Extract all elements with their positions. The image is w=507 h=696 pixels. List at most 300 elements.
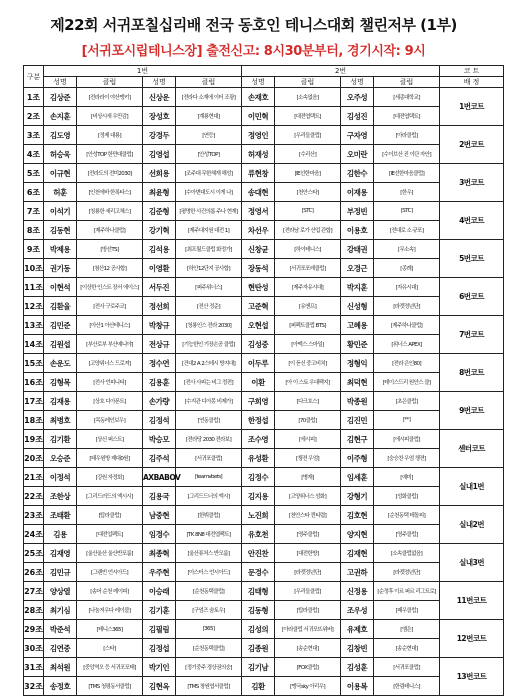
player-club: [최프월드클럽 화정가]	[176, 240, 242, 259]
player-name: 김성진	[341, 107, 374, 126]
player-club: [TMS 청평동서클럽]	[77, 677, 143, 696]
player-club: [수이브산 진 이단 자안]	[374, 145, 440, 164]
court-assignment: 실내2번	[440, 506, 504, 544]
player-name: 우주현	[143, 563, 176, 582]
table-row	[24, 601, 504, 620]
player-name: 정영서	[242, 202, 275, 221]
player-club: [제주자유시대]	[275, 278, 341, 297]
player-name: 이규현	[44, 164, 77, 183]
group-label: 1조	[24, 88, 44, 107]
player-club: [초은클럽]	[374, 392, 440, 411]
player-name: 신정용	[341, 582, 374, 601]
court-assignment: 4번코트	[440, 202, 504, 240]
player-club: [송순현대]	[275, 639, 341, 658]
table-row	[24, 221, 504, 240]
player-name: 최기심	[44, 601, 77, 620]
player-name: 박창규	[143, 316, 176, 335]
player-club: [대전엽택트]	[275, 107, 341, 126]
player-name: 김민준	[44, 316, 77, 335]
group-label: 27조	[24, 582, 44, 601]
player-club: [영주클럽]	[374, 525, 440, 544]
player-name: 오미란	[341, 145, 374, 164]
player-club: [정제 대룡]	[77, 126, 143, 145]
player-name: 이환	[242, 373, 275, 392]
club-header: 클럽	[374, 77, 440, 88]
player-club: [송순현대]	[374, 639, 440, 658]
player-club: [대전업펙트]	[77, 525, 143, 544]
table-row	[24, 240, 504, 259]
player-club: [전라남 로가 산업 관합]	[275, 221, 341, 240]
player-name: 이용복	[341, 677, 374, 696]
player-name: 김정수	[242, 468, 275, 487]
player-club: [태우원방 제대0원]	[77, 449, 143, 468]
table-row	[24, 506, 504, 525]
player-club: [제주대지원 대전 1]	[176, 221, 242, 240]
table-row	[24, 677, 504, 696]
player-name: 박승모	[143, 430, 176, 449]
player-club: [제주하나클럽]	[374, 316, 440, 335]
player-name: 오승준	[44, 449, 77, 468]
player-club: [전라 은인80]	[374, 354, 440, 373]
player-name: 이영환	[143, 259, 176, 278]
player-club: [고양위너스 드로져]	[77, 354, 143, 373]
table-row	[24, 658, 504, 677]
court-assignment: 실내1번	[440, 468, 504, 506]
player-name: 안진찬	[242, 544, 275, 563]
group-label: 26조	[24, 563, 44, 582]
player-name: 강형기	[341, 487, 374, 506]
player-name: 이재용	[341, 183, 374, 202]
player-name: 조한상	[44, 487, 77, 506]
player-name: 신성형	[341, 297, 374, 316]
court-assignment: 2번코트	[440, 126, 504, 164]
player-club: [한뷔클럽]	[176, 506, 242, 525]
player-club: [챙젼 우엄]	[275, 449, 341, 468]
player-club: [안성TOP]	[176, 145, 242, 164]
player-name: 조태환	[44, 506, 77, 525]
player-club: [예미]	[374, 468, 440, 487]
player-club: [정기중주 경상권의숭]	[176, 658, 242, 677]
player-name: 조수영	[242, 430, 275, 449]
name-header: 성명	[242, 77, 275, 88]
player-name: 허훈	[44, 183, 77, 202]
player-name: 김진민	[341, 411, 374, 430]
player-club: [순천동택클럽]	[176, 582, 242, 601]
player-name: 전상규	[143, 335, 176, 354]
player-name: 김창빈	[341, 639, 374, 658]
player-name: 김연중	[44, 639, 77, 658]
player-name: 허재성	[242, 145, 275, 164]
player-club: [세종대학교]	[374, 88, 440, 107]
group-label: 19조	[24, 430, 44, 449]
player-name: 손재호	[242, 88, 275, 107]
player-name: 김도영	[44, 126, 77, 145]
player-club: [teamvbets]	[176, 468, 242, 487]
table-row	[24, 582, 504, 601]
table-row	[24, 278, 504, 297]
group-label: 21조	[24, 468, 44, 487]
player-name: 정형익	[341, 354, 374, 373]
group-label: 28조	[24, 601, 44, 620]
player-club: [수지관 디아몽 비제가]	[176, 392, 242, 411]
player-club: [맹국sky 아리우]	[275, 677, 341, 696]
group-label: 24조	[24, 525, 44, 544]
player-name: 오현섭	[242, 316, 275, 335]
group-label: 11조	[24, 278, 44, 297]
player-club: [라켓정년단]	[275, 563, 341, 582]
player-club: [전대로 소 규포]	[374, 221, 440, 240]
table-row	[24, 411, 504, 430]
player-name: 고권하	[341, 563, 374, 582]
player-name: 최병호	[44, 411, 77, 430]
player-club: [소속없음]	[275, 88, 341, 107]
group-label: 25조	[24, 544, 44, 563]
player-name: 최석원	[44, 658, 77, 677]
court-assignment: 12번코트	[440, 620, 504, 658]
player-name: 장성호	[143, 107, 176, 126]
player-club: [전사 언피니티]	[77, 373, 143, 392]
club-header: 클럽	[176, 77, 242, 88]
player-name: 김한수	[341, 164, 374, 183]
player-club: [고양위너스 성화]	[275, 487, 341, 506]
player-club: [송어 순천 레이피]	[77, 582, 143, 601]
player-name: 최종혁	[143, 544, 176, 563]
player-club: [아스터스 언시아드]	[176, 563, 242, 582]
player-name: 현탄성	[242, 278, 275, 297]
player-club: [그리드드너의 엑시]	[176, 487, 242, 506]
player-club: [전라당 2030 전라보]	[176, 430, 242, 449]
player-name: 이석기	[44, 202, 77, 221]
group-label: 13조	[24, 316, 44, 335]
court-header-top: 코 트	[440, 66, 504, 77]
player-name: 김성의	[242, 620, 275, 639]
table-row	[24, 297, 504, 316]
player-name: 김호현	[341, 506, 374, 525]
table-row	[24, 487, 504, 506]
group-label: 8조	[24, 221, 44, 240]
player-club: [아산1 아산테니스]	[77, 316, 143, 335]
player-name: 손가량	[143, 392, 176, 411]
player-club: [종례]	[374, 259, 440, 278]
team1-header: 1번	[44, 66, 242, 77]
player-name: 김지용	[242, 487, 275, 506]
player-name: 박준석	[44, 620, 77, 639]
player-club: [우리들클럽]	[275, 126, 341, 145]
player-club: [방선TS]	[77, 240, 143, 259]
player-name: 고혜용	[341, 316, 374, 335]
player-name: 김기남	[242, 658, 275, 677]
player-club: [그리드러드의 엑시시]	[77, 487, 143, 506]
player-name: 김형목	[44, 373, 77, 392]
player-club: [대전한방]	[275, 544, 341, 563]
group-label: 7조	[24, 202, 44, 221]
group-label: 3조	[24, 126, 44, 145]
player-club: [70클럽]	[275, 411, 341, 430]
player-club: [아라클럽 서귀포뜨위버]	[275, 620, 341, 639]
player-name: 박지훈	[341, 278, 374, 297]
name-header: 성명	[44, 77, 77, 88]
player-club: [다크호스]	[275, 392, 341, 411]
group-label: 22조	[24, 487, 44, 506]
player-club: [청룡한 세리고체스]	[77, 202, 143, 221]
player-name: 김종원	[242, 639, 275, 658]
player-club: [순정후 이르 퍼르 리그트로]	[374, 582, 440, 601]
player-club: [목동레인보우]	[77, 411, 143, 430]
player-name: 김성중	[242, 335, 275, 354]
group-label: 4조	[24, 145, 44, 164]
player-name: 이정석	[44, 468, 77, 487]
court-assignment: 11번코트	[440, 582, 504, 620]
player-name: 허승욱	[44, 145, 77, 164]
player-name: 강기혁	[143, 221, 176, 240]
court-assignment: 7번코트	[440, 316, 504, 354]
player-club: [강원 자정회]	[77, 468, 143, 487]
group-label: 5조	[24, 164, 44, 183]
player-club: [한림테니스]	[374, 677, 440, 696]
player-name: 이두루	[242, 354, 275, 373]
group-label: 2조	[24, 107, 44, 126]
player-club: [우리들클럽]	[275, 582, 341, 601]
table-row	[24, 164, 504, 183]
table-row	[24, 259, 504, 278]
player-name: 김기훈	[143, 601, 176, 620]
table-row	[24, 525, 504, 544]
player-name: 김용훈	[143, 373, 176, 392]
player-name: 임세훈	[341, 468, 374, 487]
player-club: [퍼펙트클럽 BTS]	[275, 316, 341, 335]
player-name: 강태권	[341, 240, 374, 259]
player-club: [영주클럽]	[275, 525, 341, 544]
player-name: 한정섭	[242, 411, 275, 430]
player-name: 오주성	[341, 88, 374, 107]
player-club: [천안스타]	[275, 183, 341, 202]
player-club: [테니스365]	[77, 620, 143, 639]
player-name: 이주형	[341, 449, 374, 468]
player-name: 이승래	[143, 582, 176, 601]
group-label: 15조	[24, 354, 44, 373]
name-header: 성명	[143, 77, 176, 88]
player-club: [구엄즈 숨토우]	[176, 601, 242, 620]
player-name: 고준혁	[242, 297, 275, 316]
player-name: 서두진	[143, 278, 176, 297]
player-club: [청룡인스 전라 2030]	[176, 316, 242, 335]
player-club: [성화클럽]	[374, 487, 440, 506]
player-club: [부산로부 부산예니야]	[77, 335, 143, 354]
group-label: 20조	[24, 449, 44, 468]
player-name: 김현구	[341, 430, 374, 449]
player-name: 박기인	[143, 658, 176, 677]
group-header: 구분	[24, 66, 44, 88]
player-name: 정영인	[242, 126, 275, 145]
player-name: 이용호	[341, 221, 374, 240]
player-name: 김정섭	[143, 639, 176, 658]
player-name: 김환율	[44, 297, 77, 316]
player-club: [라켓정년단]	[374, 563, 440, 582]
page-title: 제22회 서귀포칠십리배 전국 동호인 테니스대회 챌린저부 (1부)	[50, 16, 457, 34]
player-name: 김필림	[143, 620, 176, 639]
player-club: [병재]	[275, 468, 341, 487]
table-row	[24, 544, 504, 563]
player-club: [순천동택클럽]	[176, 639, 242, 658]
table-row	[24, 468, 504, 487]
player-club: [전라다 소재에 이터 조광]	[176, 88, 242, 107]
player-name: 김동현	[44, 221, 77, 240]
player-name: 김기환	[44, 430, 77, 449]
player-club: [패우클럽]	[374, 601, 440, 620]
player-club: [이 듣신 중고비치]	[275, 354, 341, 373]
player-name: 박종원	[341, 392, 374, 411]
team2-header: 2번	[242, 66, 440, 77]
page-subtitle: [서귀포시립테니스장] 출전신고: 8시30분부터, 경기시작: 9시	[81, 44, 426, 59]
player-club: [안성TOP 한만대클럽]	[77, 145, 143, 164]
table-row	[24, 354, 504, 373]
player-club: [서귀포클럽]	[176, 449, 242, 468]
group-label: 9조	[24, 240, 44, 259]
table-row	[24, 639, 504, 658]
player-club: [한우]	[374, 183, 440, 202]
player-club: [상호 디아폰트]	[77, 392, 143, 411]
court-assignment: 9번코트	[440, 392, 504, 430]
player-club: [탑라클럽]	[77, 506, 143, 525]
player-name: 김준형	[143, 202, 176, 221]
player-club: [TMS 창원엽서클럽]	[176, 677, 242, 696]
player-club: [비상시새 우만감]	[77, 107, 143, 126]
player-name: 김용	[44, 525, 77, 544]
player-name: 정수연	[143, 354, 176, 373]
player-club: [스타]	[77, 639, 143, 658]
player-name: 이현석	[44, 278, 77, 297]
player-name: 구희영	[242, 392, 275, 411]
player-club: [엠은]	[374, 620, 440, 639]
table-row	[24, 449, 504, 468]
player-club: [퍼주위너스]	[176, 278, 242, 297]
player-name: 김태형	[242, 582, 275, 601]
group-label: 23조	[24, 506, 44, 525]
player-club: [전라도의 전미2030]	[77, 164, 143, 183]
player-name: 부정빈	[341, 202, 374, 221]
court-assignment: 6번코트	[440, 278, 504, 316]
player-name: 정선희	[143, 297, 176, 316]
player-name: 김재용	[44, 392, 77, 411]
player-name: 양상열	[44, 582, 77, 601]
player-club: [첨산12 공사합]	[77, 259, 143, 278]
bracket-body	[24, 88, 504, 696]
group-label: 6조	[24, 183, 44, 202]
player-club: [365]	[176, 620, 242, 639]
player-name: 신상운	[143, 88, 176, 107]
player-name: 김민규	[44, 563, 77, 582]
player-name: 손지훈	[44, 107, 77, 126]
player-name: 남중현	[143, 506, 176, 525]
player-name: 유제호	[341, 620, 374, 639]
player-club: [STC]	[275, 202, 341, 221]
club-header: 클럽	[275, 77, 341, 88]
court-assignment: 1번코트	[440, 88, 504, 126]
player-club: [하이테니스]	[275, 240, 341, 259]
player-club: [에시피]	[275, 430, 341, 449]
group-label: 31조	[24, 658, 44, 677]
group-label: 10조	[24, 259, 44, 278]
player-name: 김재영	[44, 544, 77, 563]
player-name: 김정석	[143, 411, 176, 430]
player-name: AXBABOV	[143, 468, 176, 487]
player-club: [순천동택 테돌피]	[374, 506, 440, 525]
player-club: [아 이 스토 우대팩지]	[275, 373, 341, 392]
court-assignment: 3번코트	[440, 164, 504, 202]
group-label: 16조	[24, 373, 44, 392]
court-assignment: 5번코트	[440, 240, 504, 278]
player-club: [라켓정년단]	[374, 297, 440, 316]
player-club: [전사 사피는 비그 정전]	[176, 373, 242, 392]
table-row	[24, 430, 504, 449]
table-row	[24, 373, 504, 392]
court-assignment: 13번코트	[440, 658, 504, 696]
player-name: 오경근	[341, 259, 374, 278]
group-label: 18조	[24, 411, 44, 430]
player-club: [숭승찬 우엄 챙젼]	[374, 449, 440, 468]
player-club: [상신 퍼스트]	[77, 430, 143, 449]
player-club: [아라클럽]	[374, 126, 440, 145]
player-club: [천안스타 퀸티렵]	[275, 506, 341, 525]
player-name: 김현옥	[143, 677, 176, 696]
player-club: [무소속]	[374, 240, 440, 259]
player-club: [탑라클럽]	[275, 601, 341, 620]
player-club: [수리산]	[275, 145, 341, 164]
player-name: 노진희	[242, 506, 275, 525]
player-club: [자유시대]	[374, 278, 440, 297]
player-name: 김석용	[143, 240, 176, 259]
club-header: 클럽	[77, 77, 143, 88]
player-club: [이상한 인스트 장서 에이스]	[77, 278, 143, 297]
player-club: [서귀포포레클럽]	[275, 259, 341, 278]
player-name: 김성훈	[341, 658, 374, 677]
player-name: 이민혁	[242, 107, 275, 126]
player-name: 권기동	[44, 259, 77, 278]
group-label: 32조	[24, 677, 44, 696]
player-name: 류현창	[242, 164, 275, 183]
player-name: 장동석	[242, 259, 275, 278]
court-assignment: 8번코트	[440, 354, 504, 392]
player-club: [아맥스 스마일]	[275, 335, 341, 354]
court-assignment: 실내3번	[440, 544, 504, 582]
player-name: 김동형	[242, 601, 275, 620]
player-club: [전산 정준]	[176, 297, 242, 316]
court-header-bottom: 배 정	[440, 77, 504, 88]
table-row	[24, 563, 504, 582]
player-name: 김영섭	[143, 145, 176, 164]
bracket-table	[23, 65, 504, 696]
player-name: 송정호	[44, 677, 77, 696]
player-name: 김환	[242, 677, 275, 696]
table-row	[24, 202, 504, 221]
player-club: [그랜빈 언시아드]	[77, 563, 143, 582]
player-name: 황민준	[341, 335, 374, 354]
player-club: [전라라이 야산맹키]	[77, 88, 143, 107]
table-row	[24, 145, 504, 164]
table-row	[24, 88, 504, 107]
player-name: 김재현	[341, 544, 374, 563]
player-club: [대전엽택트]	[374, 107, 440, 126]
player-club: [전사 구로주코]	[77, 297, 143, 316]
player-club: [유앤프]	[275, 297, 341, 316]
player-name: 최윤형	[143, 183, 176, 202]
table-row	[24, 316, 504, 335]
player-club: [인천에바 한록타스]	[77, 183, 143, 202]
player-name: 차선우	[242, 221, 275, 240]
table-row	[24, 107, 504, 126]
table-row	[24, 126, 504, 145]
group-label: 12조	[24, 297, 44, 316]
